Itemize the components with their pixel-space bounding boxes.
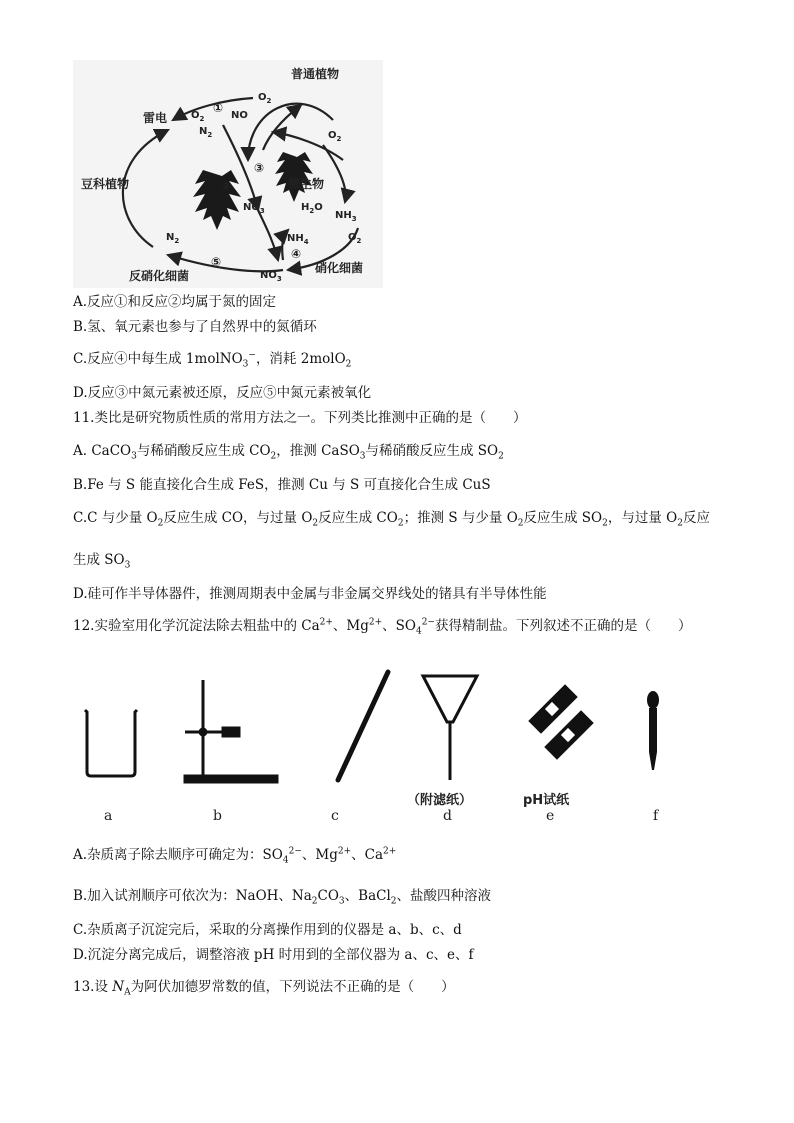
glass-rod-icon [338,672,388,780]
q11-option-c-cont: 生成 $SO_3$ [73,552,131,571]
ph-paper-label: pH试纸 [523,793,570,808]
svg-text:NH3: $NH_3$ [335,210,357,223]
q12-option-b: B.加入试剂顺序可依次为：NaOH、$Na_2CO_3$、BaCl$_2$、盐酸四种溶液 [73,888,492,907]
q10-option-a: A.反应①和反应②均属于氮的固定 [73,294,277,310]
svg-text:NO3: $NO_3$ [260,270,282,283]
nitrifying-label: 硝化细菌 [315,261,364,275]
beaker-icon [85,710,137,776]
q12-stem: 12.实验室用化学沉淀法除去粗盐中的 $Ca^{2+}$、$Mg^{2+}$、$SO_4^{2-}$获得精制盐。下列叙述不正确的是（ ） [73,617,692,637]
microbe-label: 微生物 [288,177,325,191]
q13-stem: 13.设 $N_A$为阿伏加德罗常数的值，下列说法不正确的是（ ） [73,979,455,998]
reaction-3-marker: ③ [254,161,265,175]
svg-text:O2: $O_2$ [191,110,205,123]
ph-paper-icon [528,684,593,759]
apparatus-label-f: f [653,808,659,824]
lightning-label: 雷电 [143,111,168,125]
iron-stand-icon [185,680,277,782]
q10-option-d: D.反应③中氮元素被还原，反应⑤中氮元素被氧化 [73,385,372,401]
svg-text:O2: $O_2$ [258,92,272,105]
funnel-icon [423,676,477,780]
ordinary-plant-label: 普通植物 [291,67,340,81]
lab-apparatus-figure [73,652,683,830]
q11-option-c: C.C 与少量 $O_2$反应生成 CO，与过量 $O_2$反应生成 $CO_2$；推测 S 与少量 $O_2$反应生成 $SO_2$，与过量 $O_2$反应 [73,510,710,529]
q12-option-d: D.沉淀分离完成后，调整溶液 pH 时用到的全部仪器为 a、c、e、f [73,947,474,963]
q11-option-a: A. CaCO$_3$与稀硝酸反应生成 $CO_2$，推测 CaSO$_3$与稀硝酸反应生成 $SO_2$ [73,443,504,462]
svg-text:N2: $N_2$ [199,126,213,139]
nitrogen-cycle-diagram [73,60,383,288]
apparatus-label-d: d [443,808,452,824]
q10-option-c: C.反应④中每生成 1molNO$_3$−，消耗 2molO$_2$ [73,350,352,370]
filter-note: （附滤纸） [407,793,473,808]
apparatus-label-e: e [546,808,555,824]
svg-text:NO: NO [231,110,248,121]
apparatus-label-c: c [331,808,339,824]
svg-text:N2: $N_2$ [166,232,180,245]
apparatus-label-b: b [213,808,222,824]
q11-option-b: B.Fe 与 S 能直接化合生成 FeS，推测 Cu 与 S 可直接化合生成 CuS [73,477,491,493]
dropper-icon [647,691,659,770]
legume-label: 豆科植物 [81,177,130,191]
reaction-4-marker: ④ [291,247,302,261]
reaction-5-marker: ⑤ [211,255,222,269]
q11-option-d: D.硅可作半导体器件，推测周期表中金属与非金属交界线处的锗具有半导体性能 [73,586,547,602]
reaction-2-marker: ② [221,179,232,193]
apparatus-label-a: a [104,808,113,824]
q12-option-a: A.杂质离子除去顺序可确定为：$SO_4^{2-}$、$Mg^{2+}$、$Ca^{2+}$ [73,846,397,866]
svg-text:O2: $O_2$ [348,232,362,245]
reaction-1-marker: ① [213,101,224,115]
svg-text:H2O: $H_2O$ [301,202,323,215]
svg-text:O2: $O_2$ [328,130,342,143]
q11-stem: 11.类比是研究物质性质的常用方法之一。下列类比推测中正确的是（ ） [73,410,527,426]
svg-text:NO3: $NO_3$ [243,202,265,215]
q12-option-c: C.杂质离子沉淀完后，采取的分离操作用到的仪器是 a、b、c、d [73,922,462,938]
denitrifying-label: 反硝化细菌 [129,269,190,283]
q10-option-b: B.氢、氧元素也参与了自然界中的氮循环 [73,319,317,335]
svg-text:NH4: $NH_4$ [287,233,309,246]
